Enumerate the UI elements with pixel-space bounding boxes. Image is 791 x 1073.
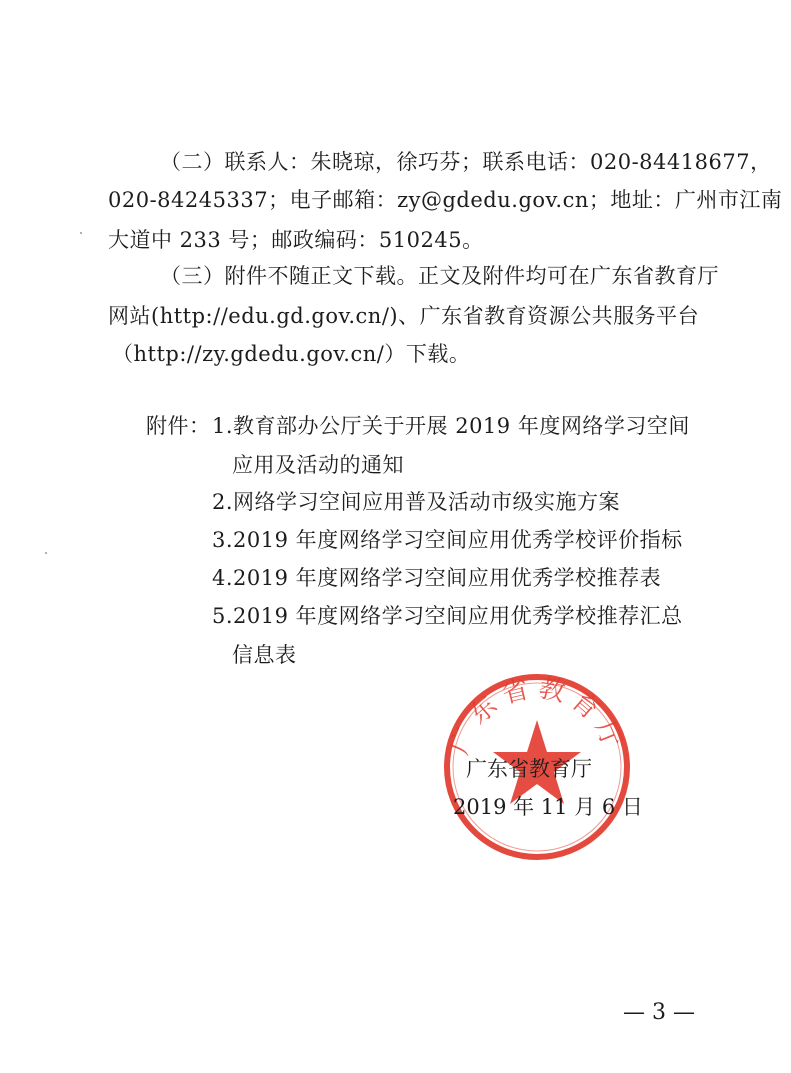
attachment-item-5-cont: 信息表 [232, 643, 297, 667]
attachment-item-1: 1.教育部办公厅关于开展 2019 年度网络学习空间 [212, 414, 690, 438]
attachment-item-2: 2.网络学习空间应用普及活动市级实施方案 [212, 490, 621, 514]
attachment-item-4: 4.2019 年度网络学习空间应用优秀学校推荐表 [212, 566, 662, 590]
contact-line-3: 大道中 233 号；邮政编码：510245。 [108, 228, 484, 252]
scan-speck [80, 232, 82, 234]
download-line-3: （http://zy.gdedu.gov.cn/）下载。 [112, 342, 471, 366]
seal-text: 广东省教育厅 [444, 673, 630, 759]
attachment-item-3: 3.2019 年度网络学习空间应用优秀学校评价指标 [212, 528, 683, 552]
attachment-item-5: 5.2019 年度网络学习空间应用优秀学校推荐汇总 [212, 604, 683, 628]
issuer-name: 广东省教育厅 [466, 757, 592, 781]
scan-speck [45, 552, 47, 554]
attachments-label: 附件： [146, 414, 211, 438]
contact-line-2: 020-84245337；电子邮箱：zy@gdedu.gov.cn；地址：广州市江南 [108, 188, 783, 212]
download-line-2: 网站(http://edu.gd.gov.cn/)、广东省教育资源公共服务平台 [108, 304, 700, 328]
contact-line-1: （二）联系人：朱晓琼，徐巧芬；联系电话：020-84418677， [160, 150, 772, 174]
download-line-1: （三）附件不随正文下载。正文及附件均可在广东省教育厅 [160, 264, 719, 288]
attachment-item-1-cont: 应用及活动的通知 [232, 453, 404, 477]
page-number: — 3 — [623, 1000, 695, 1025]
issue-date: 2019 年 11 月 6 日 [453, 795, 643, 819]
